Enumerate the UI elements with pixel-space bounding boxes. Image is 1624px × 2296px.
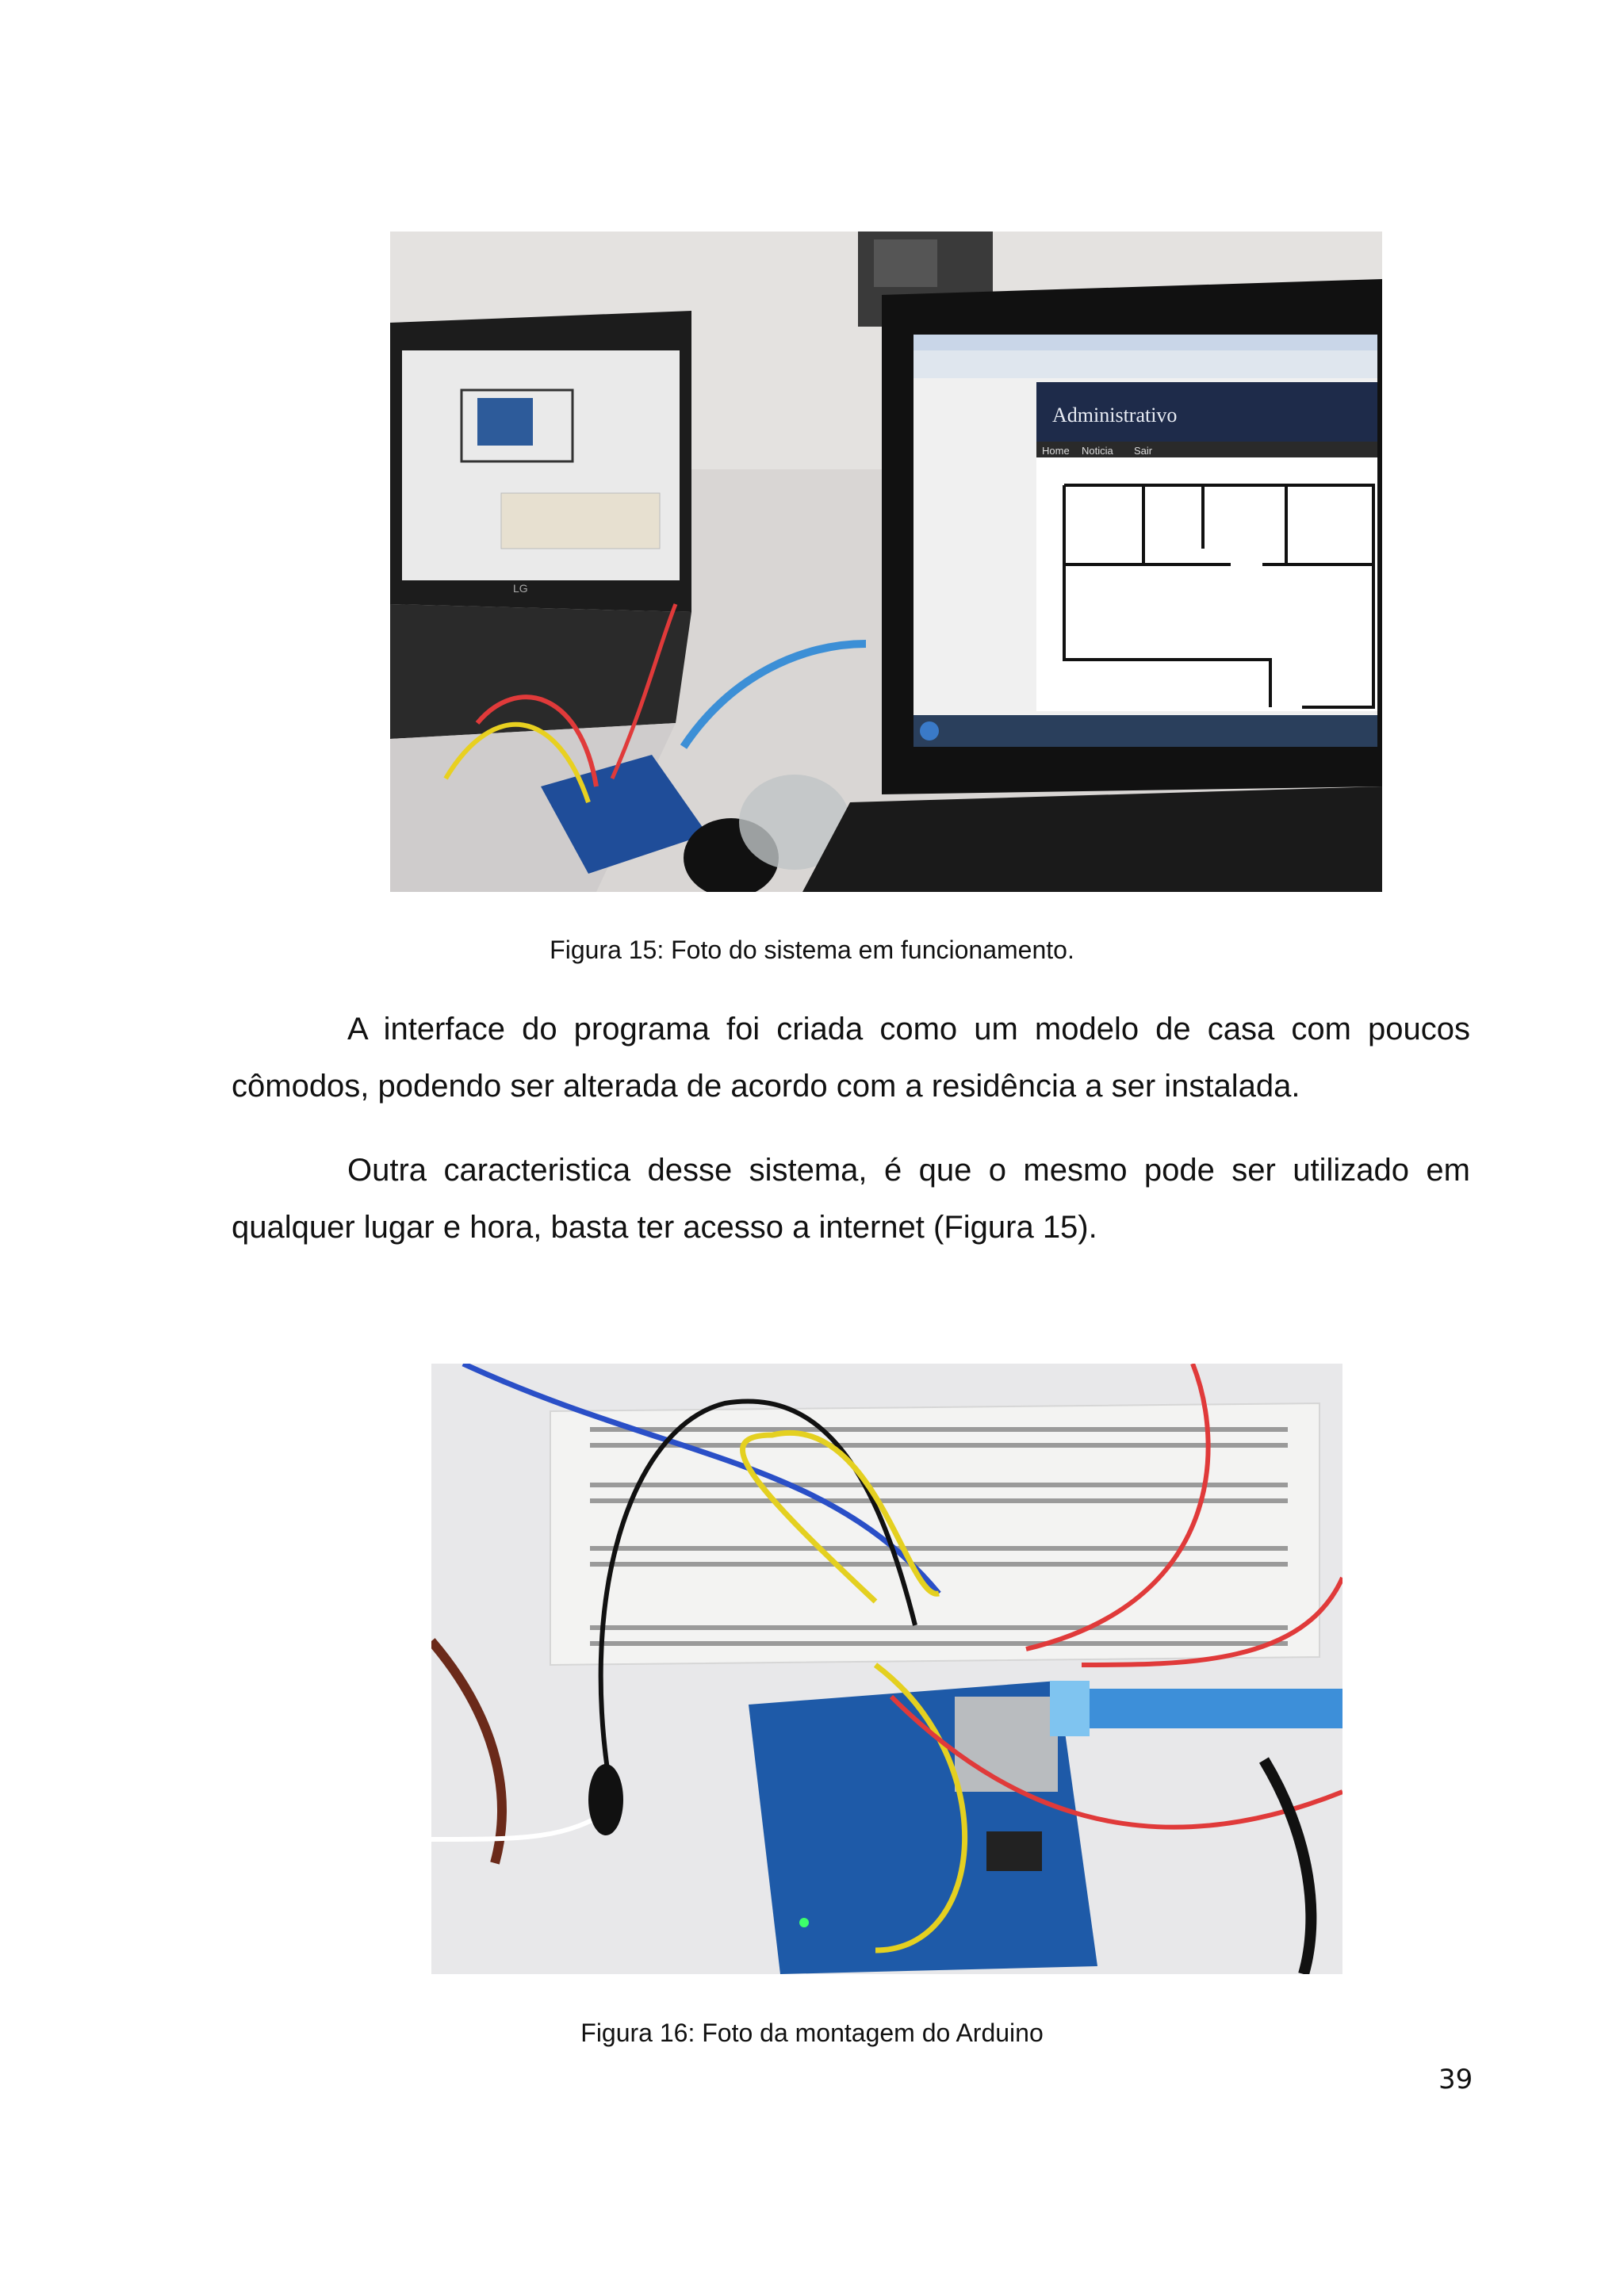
page-number: 39 [1438,2064,1473,2095]
screen-menu-home: Home [1042,445,1070,457]
figure-16-photo [431,1364,1342,1974]
screen-menu-sair: Sair [1134,445,1153,457]
arduino-assembly-photo [431,1364,1342,1974]
system-in-operation-photo [390,232,1382,892]
figure-16-caption: Figura 16: Foto da montagem do Arduino [580,2019,1044,2047]
svg-text:LG: LG [513,582,528,595]
paragraph-characteristic: Outra caracteristica desse sistema, é que o mesmo pode ser utilizado em qualquer lugar e hora, basta ter acesso a internet (Figura 15). [232,1153,1470,1245]
screen-menu-noticia: Noticia [1082,445,1113,457]
screen-title: Administrativo [1052,404,1178,427]
figure-15-caption: Figura 15: Foto do sistema em funcionamento. [550,936,1074,964]
figure-15-photo [390,232,1382,892]
paragraph-interface: A interface do programa foi criada como um modelo de casa com poucos cômodos, podendo ser alterada de acordo com a residência a ser instalada. [232,1012,1470,1104]
